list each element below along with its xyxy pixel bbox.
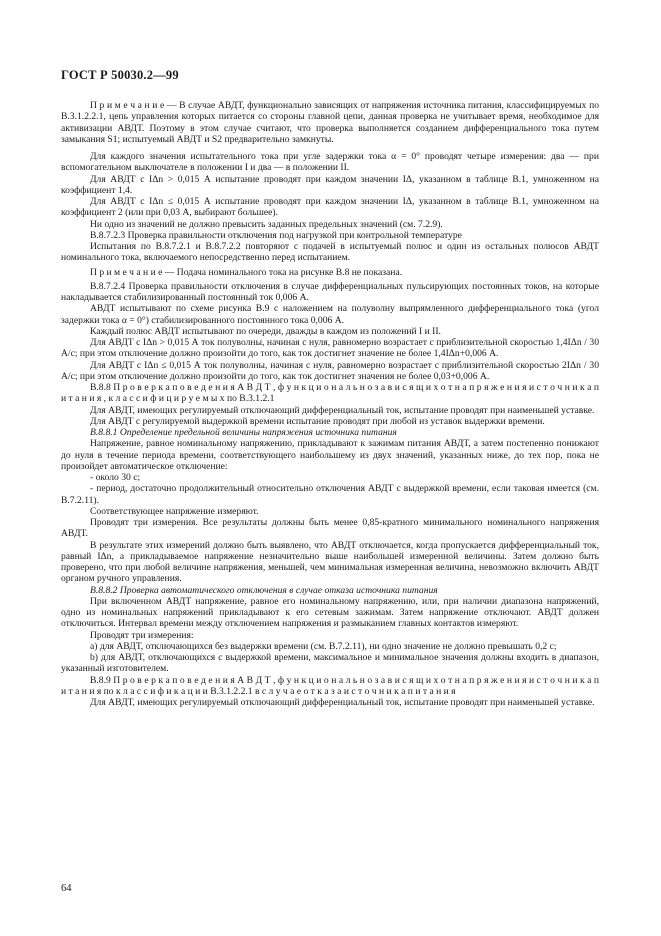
paragraph: П р и м е ч а н и е — Подача номинального тока на рисунке В.8 не показана. (90, 266, 403, 278)
section-heading: В.8.8 П р о в е р к а п о в е д е н и я А В Д Т , ф у н к ц и о н а л ь н о з а в и с я щ и х о т н а п р я ж е н и я и с т о ч н и к а п и т а н и я , к л а с с и ф и ц и р у е м ы х по В.3.1.2.1 (61, 382, 599, 405)
paragraph: При включенном АВДТ напряжение, равное его номинальному напряжению, или, при наличии диапазона напряжений, одно из номинальных напряжений прикладывают к его сетевым зажимам. Затем напряжение отключают. АВДТ должен отключиться. Интервал времени между отключением напряжения и размыканием главных контактов измеряют. (61, 595, 599, 630)
paragraph: Проводят три измерения: (90, 629, 194, 641)
paragraph: Проводят три измерения. Все результаты должны быть менее 0,85-кратного минимального номинального напряжения АВДТ. (61, 517, 599, 540)
list-item: b) для АВДТ, отключающихся с выдержкой времени, максимальное и минимальное значения должны входить в диапазон, указанный изготовителем. (61, 652, 599, 675)
paragraph: Для АВДТ с IΔn > 0,015 А испытание проводят при каждом значении IΔ, указанном в таблице В.1, умноженном на коэффициент 1,4. (61, 173, 599, 196)
paragraph: В.8.7.2.4 Проверка правильности отключения в случае дифференциальных пульсирующих постоянных токов, на которые накладывается стабилизированный постоянный ток 0,006 А. (61, 280, 599, 303)
paragraph: Для АВДТ с IΔn ≤ 0,015 А испытание проводят при каждом значении IΔ, указанном в таблице В.1, умноженном на коэффициент 2 (или при 0,03 А, выбирают большее). (61, 196, 599, 219)
list-item: - период, достаточно продолжительный относительно отключения АВДТ с выдержкой времени, если таковая имеется (см. В.7.2.11). (61, 483, 599, 506)
page-number: 64 (61, 883, 72, 894)
list-item: а) для АВДТ, отключающихся без выдержки времени (см. В.7.2.11), ни одно значение не должно превышать 0,2 с; (90, 640, 557, 652)
paragraph: Для АВДТ, имеющих регулируемый отключающий дифференциальный ток, испытание проводят при наименьшей уставке. (90, 404, 595, 416)
paragraph: Соответствующее напряжение измеряют. (90, 505, 259, 517)
paragraph: Для каждого значения испытательного тока при угле задержки тока α = 0° проводят четыре измерения: два — при вспомогательном выключателе в положении I и два — в положении II. (61, 151, 599, 174)
paragraph: Ни одно из значений не должно превысить заданных предельных значений (см. 7.2.9). (90, 218, 443, 230)
document-header: ГОСТ Р 50030.2—99 (61, 68, 179, 82)
paragraph: Напряжение, равное номинальному напряжению, прикладывают к зажимам питания АВДТ, а затем постепенно понижают до нуля в течение периода времени, соответствующего наибольшему из двух значений, указанных ниже, до тех пор, пока не произойдет автоматическое отключение: (61, 438, 599, 472)
paragraph: Испытания по В.8.7.2.1 и В.8.7.2.2 повторяют с подачей в испытуемый полюс и один из остальных полюсов АВДТ номинального тока, включаемого непосредственно перед испытанием. (61, 241, 599, 264)
paragraph: В.8.7.2.3 Проверка правильности отключения под нагрузкой при контрольной температуре (90, 229, 462, 241)
paragraph: Для АВДТ, имеющих регулируемый отключающий дифференциальный ток, испытание проводят при наименьшей уставке. (90, 697, 595, 708)
paragraph: В результате этих измерений должно быть выявлено, что АВДТ отключается, когда пропускается дифференциальный ток, равный IΔn, а прикладываемое напряжение незначительно выше наибольшей измеренной величины. Затем должно быть проверено, что при любой величине напряжения, меньшей, чем минимальная измеренная величина, невозможно включить АВДТ органом ручного управления. (61, 539, 599, 585)
list-item: - около 30 с; (90, 472, 141, 483)
paragraph: АВДТ испытывают по схеме рисунка В.9 с наложением на полуволну выпрямленного дифференциального тока (угол задержки тока α = 0°) стабилизированного постоянного тока 0,006 А. (61, 303, 599, 326)
subsection-heading: В.8.8.1 Определение предельной величины напряжения источника питания (90, 427, 397, 438)
paragraph: Для АВДТ с регулируемой выдержкой времени испытание проводят при любой из уставок выдержки времени. (90, 415, 545, 427)
paragraph: Для АВДТ с IΔn > 0,015 А ток полуволны, начиная с нуля, равномерно возрастает с приблизительной скоростью 1,4IΔn / 30 А/с; при этом отключение должно произойти до того, как ток достигнет значение не более 1,4IΔn+0,006 А. (61, 337, 599, 360)
page-body (61, 100, 599, 708)
paragraph: П р и м е ч а н и е — В случае АВДТ, функционально зависящих от напряжения источника питания, классифицируемых по В.3.1.2.2.1, цепь управления которых питается со стороны главной цепи, данная проверка не учитывает время, необходимое для активизации АВДТ. Поэтому в этом случае считают, что проверка выполняется созданием дифференциального тока путем замыкания S1; испытуемый АВДТ и S2 предварительно замкнуты. (61, 100, 599, 145)
subsection-heading: В.8.8.2 Проверка автоматического отключения в случае отказа источника питания (90, 584, 438, 596)
paragraph: Для АВДТ с IΔn ≤ 0,015 А ток полуволны, начиная с нуля, равномерно возрастает с приблизительной скоростью 2IΔn / 30 А/с; при этом отключение должно произойти до того, как ток достигнет значения не более 0,03+0,006 А. (61, 359, 599, 382)
section-heading: В.8.9 П р о в е р к а п о в е д е н и я А В Д Т , ф у н к ц и о н а л ь н о з а в и с я щ и х о т н а п р я ж е н и я и с т о ч н и к а п и т а н и я по к л а с с и ф и к а ц и и В.3.1.2.2.1 в с л у ч а е о т к а з а и с т о ч н и к а п и т а н и я (61, 674, 599, 697)
paragraph: Каждый полюс АВДТ испытывают по очереди, дважды в каждом из положений I и II. (90, 325, 441, 337)
